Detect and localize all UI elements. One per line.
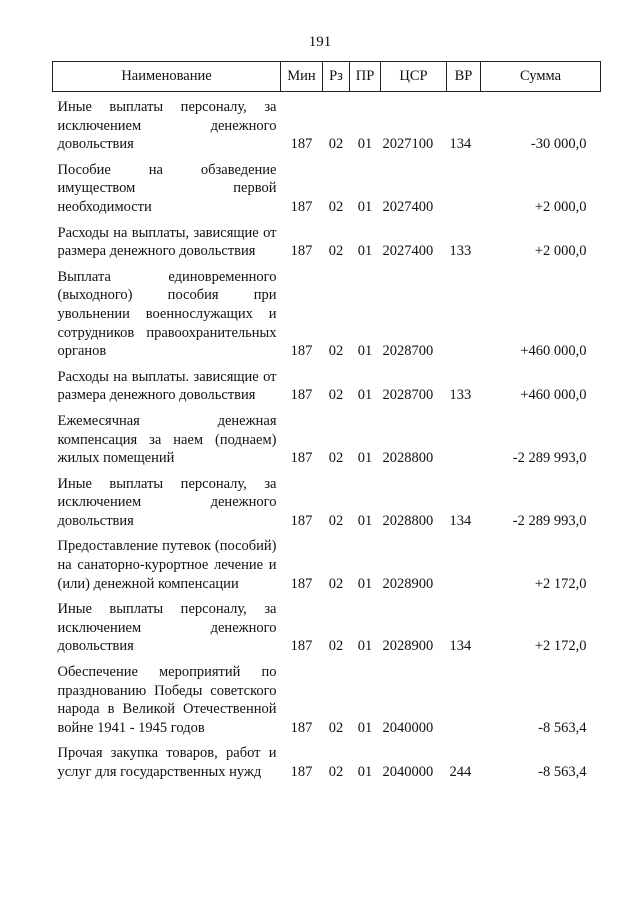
row-csr: 2028800 — [382, 512, 434, 529]
table-row — [53, 737, 601, 781]
row-rz: 02 — [328, 387, 344, 404]
row-vr — [447, 154, 481, 217]
row-pr: 01 — [357, 764, 373, 780]
row-sum: -8 563,4 — [538, 764, 587, 780]
header-min: Мин — [281, 62, 323, 92]
budget-table — [52, 61, 601, 782]
row-vr: 133 — [449, 387, 472, 404]
row-csr: 2027400 — [382, 198, 434, 215]
row-pr: 01 — [357, 343, 373, 360]
table-row — [53, 217, 601, 261]
row-pr: 01 — [357, 198, 373, 215]
row-vr: 134 — [449, 512, 472, 529]
header-pr: ПР — [350, 62, 381, 92]
table-row — [53, 656, 601, 737]
row-rz: 02 — [328, 764, 344, 780]
row-pr: 01 — [357, 450, 373, 467]
row-name: Иные выплаты персоналу, за исключением денежного довольствия — [57, 475, 277, 529]
row-pr: 01 — [357, 575, 373, 592]
row-rz: 02 — [328, 512, 344, 529]
header-vr: ВР — [447, 62, 481, 92]
table-row — [53, 468, 601, 531]
row-min: 187 — [290, 136, 313, 153]
row-pr: 01 — [357, 243, 373, 260]
row-min: 187 — [290, 638, 313, 655]
row-name: Ежемесячная денежная компенсация за наем (поднаем) жилых помещений — [57, 412, 277, 467]
row-name: Пособие на обзаведение имуществом первой необходимости — [57, 161, 277, 215]
table-row — [53, 261, 601, 361]
row-vr: 244 — [449, 764, 472, 780]
page-number: 191 — [308, 34, 332, 50]
row-pr: 01 — [357, 387, 373, 404]
row-vr — [447, 656, 481, 737]
row-min: 187 — [290, 719, 313, 736]
row-min: 187 — [290, 243, 313, 260]
table-row — [53, 405, 601, 468]
header-name: Наименование — [53, 62, 281, 92]
row-sum: +2 172,0 — [534, 638, 587, 655]
row-min: 187 — [290, 512, 313, 529]
row-rz: 02 — [328, 719, 344, 736]
row-vr: 134 — [449, 638, 472, 655]
row-min: 187 — [290, 450, 313, 467]
row-rz: 02 — [328, 450, 344, 467]
row-rz: 02 — [328, 575, 344, 592]
row-csr: 2027100 — [382, 136, 434, 153]
row-csr: 2028700 — [382, 387, 434, 404]
row-sum: -2 289 993,0 — [512, 450, 587, 467]
row-pr: 01 — [357, 512, 373, 529]
row-csr: 2028800 — [382, 450, 434, 467]
row-sum: -2 289 993,0 — [512, 512, 587, 529]
row-sum: +2 000,0 — [534, 243, 587, 260]
row-sum: +2 172,0 — [534, 575, 587, 592]
row-sum: -30 000,0 — [530, 136, 587, 153]
row-sum: +2 000,0 — [534, 198, 587, 215]
row-vr — [447, 261, 481, 361]
row-name: Расходы на выплаты, зависящие от размера денежного довольствия — [57, 224, 277, 260]
row-name: Прочая закупка товаров, работ и услуг для государственных нужд — [57, 745, 277, 780]
row-min: 187 — [290, 764, 313, 780]
row-name: Предоставление путевок (пособий) на санаторно-курортное лечение и (или) денежной компенсации — [57, 538, 277, 592]
row-min: 187 — [290, 575, 313, 592]
row-name: Обеспечение мероприятий по празднованию Победы советского народа в Великой Отечественной войне 1941 - 1945 годов — [57, 664, 277, 736]
row-min: 187 — [290, 387, 313, 404]
row-pr: 01 — [357, 136, 373, 153]
table-row — [53, 154, 601, 217]
row-sum: +460 000,0 — [520, 387, 587, 404]
row-rz: 02 — [328, 343, 344, 360]
row-sum: -8 563,4 — [538, 719, 587, 736]
row-min: 187 — [290, 343, 313, 360]
row-pr: 01 — [357, 719, 373, 736]
row-sum: +460 000,0 — [520, 343, 587, 360]
row-rz: 02 — [328, 638, 344, 655]
row-name: Иные выплаты персоналу, за исключением денежного довольствия — [57, 99, 277, 153]
row-vr — [447, 530, 481, 593]
row-csr: 2040000 — [382, 764, 434, 780]
row-rz: 02 — [328, 198, 344, 215]
table-row — [53, 92, 601, 154]
row-name: Иные выплаты персоналу, за исключением денежного довольствия — [57, 601, 277, 655]
header-rz: Рз — [323, 62, 350, 92]
table-row — [53, 530, 601, 593]
row-pr: 01 — [357, 638, 373, 655]
row-csr: 2040000 — [382, 719, 434, 736]
row-csr: 2028900 — [382, 638, 434, 655]
row-name: Выплата единовременного (выходного) пособия при увольнении военнослужащих и сотрудников правоохранительных органов — [57, 268, 277, 360]
row-vr: 134 — [449, 136, 472, 153]
row-min: 187 — [290, 198, 313, 215]
row-rz: 02 — [328, 136, 344, 153]
row-vr: 133 — [449, 243, 472, 260]
header-sum: Сумма — [481, 62, 601, 92]
row-csr: 2028700 — [382, 343, 434, 360]
table-header-row — [53, 62, 601, 92]
row-csr: 2027400 — [382, 243, 434, 260]
row-vr — [447, 405, 481, 468]
row-csr: 2028900 — [382, 575, 434, 592]
row-name: Расходы на выплаты. зависящие от размера денежного довольствия — [57, 368, 277, 404]
row-rz: 02 — [328, 243, 344, 260]
table-row — [53, 361, 601, 405]
header-csr: ЦСР — [381, 62, 447, 92]
table-row — [53, 593, 601, 656]
